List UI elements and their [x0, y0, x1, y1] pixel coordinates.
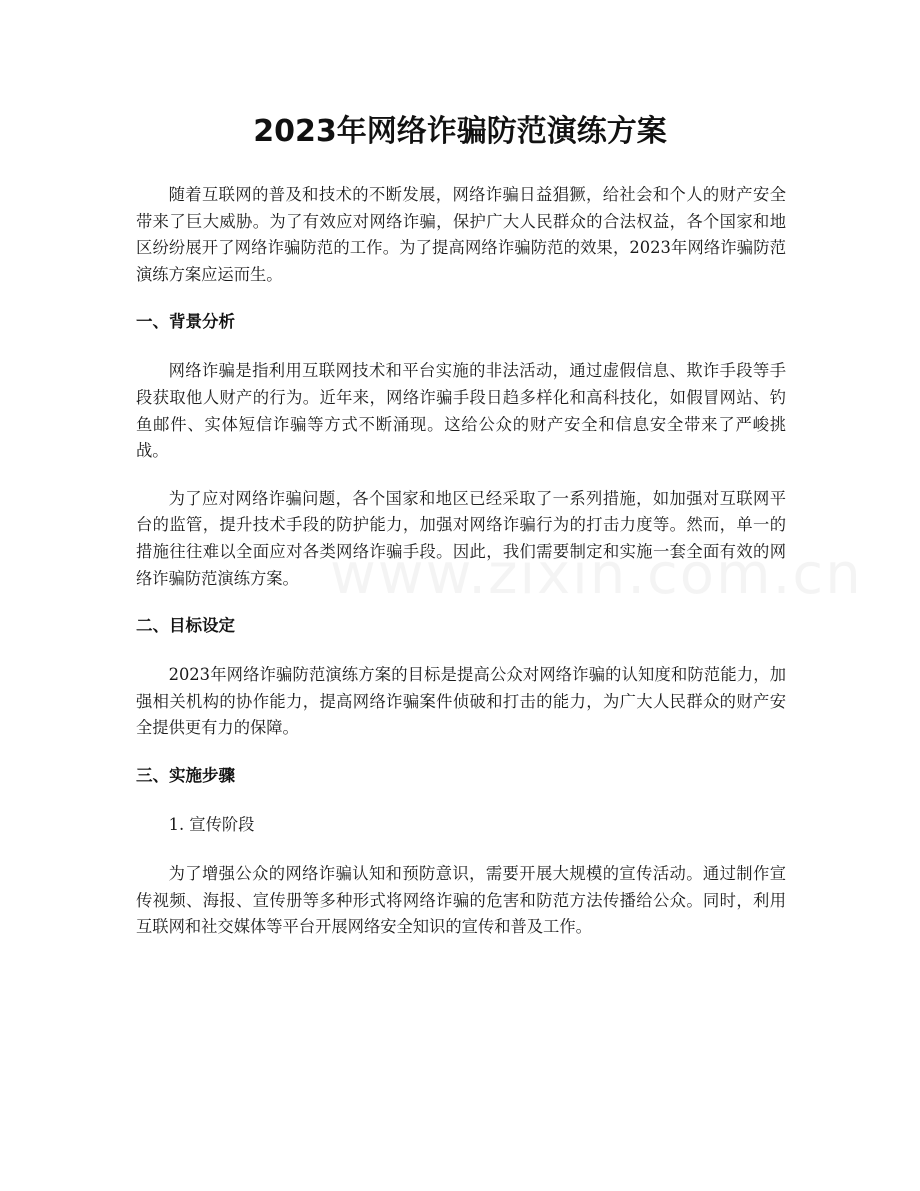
background-paragraph-2: 为了应对网络诈骗问题，各个国家和地区已经采取了一系列措施，如加强对互联网平台的监管，提升技术手段的防护能力，加强对网络诈骗行为的打击力度等。然而，单一的措施往往难以全面应对各类网络诈骗手段。因此，我们需要制定和实施一套全面有效的网络诈骗防范演练方案。 [136, 488, 786, 588]
section-heading-background: 一、背景分析 [136, 312, 235, 332]
page-title: 2023年网络诈骗防范演练方案 [253, 114, 667, 149]
publicity-paragraph-1: 为了增强公众的网络诈骗认知和预防意识，需要开展大规模的宣传活动。通过制作宣传视频、海报、宣传册等多种形式将网络诈骗的危害和防范方法传播给公众。同时，利用互联网和社交媒体等平台开展网络安全知识的宣传和普及工作。 [136, 863, 786, 937]
goals-paragraph-1: 2023年网络诈骗防范演练方案的目标是提高公众对网络诈骗的认知度和防范能力，加强相关机构的协作能力，提高网络诈骗案件侦破和打击的能力，为广大人民群众的财产安全提供更有力的保障。 [136, 665, 786, 738]
section-heading-goals: 二、目标设定 [136, 616, 235, 636]
intro-paragraph: 随着互联网的普及和技术的不断发展，网络诈骗日益猖獗，给社会和个人的财产安全带来了巨大威胁。为了有效应对网络诈骗，保护广大人民群众的合法权益，各个国家和地区纷纷展开了网络诈骗防范的工作。为了提高网络诈骗防范的效果，2023年网络诈骗防范演练方案应运而生。 [136, 185, 786, 284]
document-body [136, 182, 786, 962]
background-paragraph-1: 网络诈骗是指利用互联网技术和平台实施的非法活动，通过虚假信息、欺诈手段等手段获取他人财产的行为。近年来，网络诈骗手段日趋多样化和高科技化，如假冒网站、钓鱼邮件、实体短信诈骗等方式不断涌现。这给公众的财产安全和信息安全带来了严峻挑战。 [136, 361, 786, 461]
step-heading-publicity: 1. 宣传阶段 [168, 814, 255, 834]
section-heading-steps: 三、实施步骤 [136, 765, 235, 785]
